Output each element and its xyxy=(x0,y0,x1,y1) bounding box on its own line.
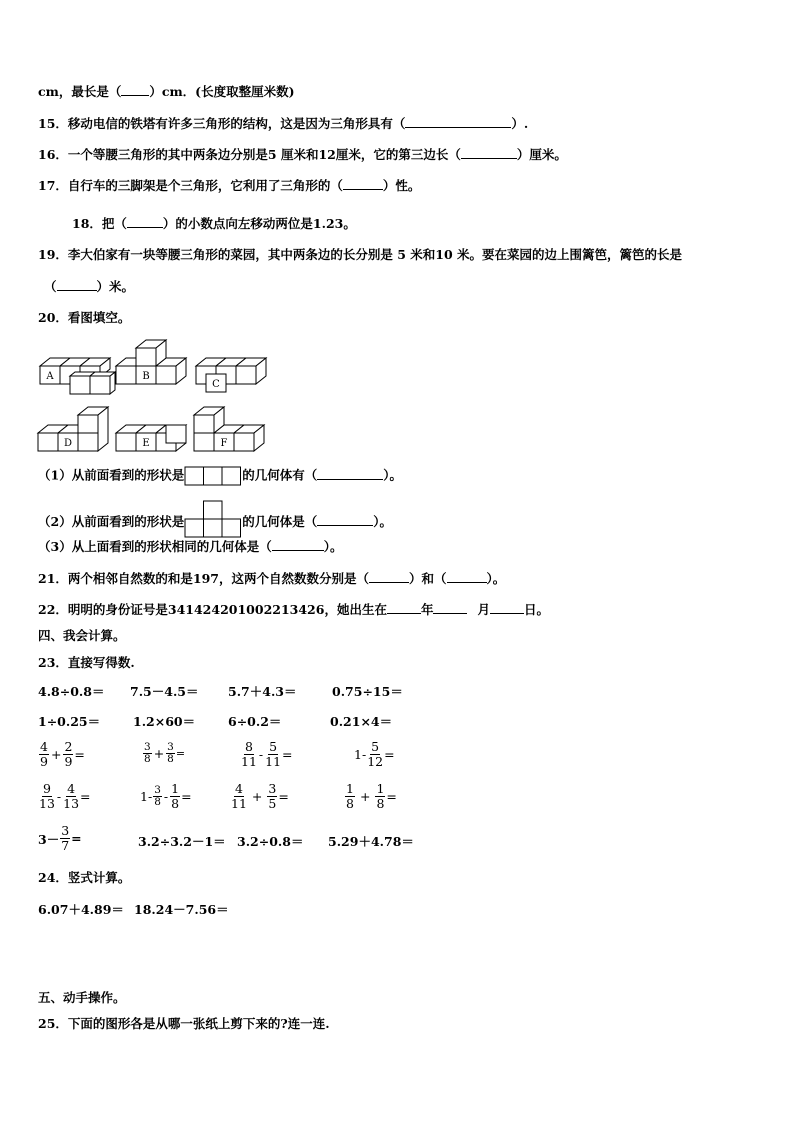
vertical-calc-item: 18.24－7.56＝ xyxy=(134,902,229,917)
figure-d xyxy=(38,407,108,451)
question-15: 15．移动电信的铁塔有许多三角形的结构，这是因为三角形具有（ ）. xyxy=(38,116,529,131)
question-18: 18．把（ ）的小数点向左移动两位是1.23。 xyxy=(72,216,356,231)
question-19-line2: （ ）米。 xyxy=(44,279,135,294)
answer-blank[interactable] xyxy=(387,601,421,614)
section-5-heading: 五、动手操作。 xyxy=(38,990,126,1005)
figure-label-f: F xyxy=(220,438,228,449)
question-24-title: 24．竖式计算。 xyxy=(38,870,131,885)
question-20-title: 20．看图填空。 xyxy=(38,310,131,325)
answer-blank[interactable] xyxy=(343,177,383,190)
fraction-item: 4 11 + $\frac{3}{5}$ = xyxy=(231,781,289,811)
fraction-item: 8 11 - $\frac{5}{11}$ = xyxy=(241,739,293,769)
calc-item: 0.75÷15＝ xyxy=(332,684,403,699)
figure-label-e: E xyxy=(142,438,150,449)
calc-item: 6÷0.2＝ xyxy=(228,714,282,729)
answer-blank[interactable] xyxy=(57,278,97,291)
calc-item: 1÷0.25＝ xyxy=(38,714,101,729)
figure-b xyxy=(116,340,186,384)
answer-blank[interactable] xyxy=(461,146,517,159)
section-4-heading: 四、我会计算。 xyxy=(38,628,126,643)
calc-item: 4.8÷0.8＝ xyxy=(38,684,105,699)
question-20-part1: （1）从前面看到的形状是 的几何体有（ ）。 xyxy=(38,466,402,486)
calc-item: 3.2÷3.2－1＝ xyxy=(138,834,226,849)
fraction-item: 4 9 + $\frac{2}{9}$ = xyxy=(40,739,85,769)
figure-c xyxy=(196,358,266,392)
vertical-calc-item: 6.07＋4.89＝ xyxy=(38,902,124,917)
question-22: 22．明明的身份证号是341424201002213426，她出生在 年 月 日。 xyxy=(38,602,549,617)
answer-blank[interactable] xyxy=(127,215,163,228)
question-20-part2: （2）从前面看到的形状是 的几何体是（ ）。 xyxy=(38,500,392,538)
question-19-line1: 19．李大伯家有一块等腰三角形的菜园，其中两条边的长分别是 5 米和10 米。要在菜园的边上围篱笆，篱笆的长是 xyxy=(38,247,683,262)
answer-blank[interactable] xyxy=(490,601,524,614)
question-21: 21．两个相邻自然数的和是197，这两个自然数数分别是（ ）和（ ）。 xyxy=(38,571,506,586)
front-view-three-squares xyxy=(184,466,242,486)
fraction-item: 1 8 + $\frac{1}{8}$ = xyxy=(346,781,397,811)
figure-e xyxy=(116,425,186,451)
answer-blank[interactable] xyxy=(317,513,373,526)
answer-blank[interactable] xyxy=(405,115,511,128)
answer-blank[interactable] xyxy=(317,467,383,480)
fraction-item: 3 8 + $\frac{3}{8}$ = xyxy=(144,741,186,765)
fraction-item: 9 13 - $\frac{4}{13}$ = xyxy=(39,781,91,811)
calc-item: 0.21×4＝ xyxy=(330,714,393,729)
question-17: 17．自行车的三脚架是个三角形，它利用了三角形的（ ）性。 xyxy=(38,178,421,193)
figure-label-a: A xyxy=(46,371,54,382)
fraction-item: 1- 3 8 - $\frac{1}{8}$ = xyxy=(140,781,192,811)
answer-blank[interactable] xyxy=(369,570,409,583)
figure-label-c: C xyxy=(212,379,220,390)
front-view-cross-shape xyxy=(184,500,242,538)
fraction-item: 1- $\frac{5}{12}$ = xyxy=(354,739,395,769)
figure-f xyxy=(194,407,264,451)
calc-item: 7.5－4.5＝ xyxy=(130,684,199,699)
fraction-item: 3－ $\frac{3}{7}$ = xyxy=(38,823,82,853)
figure-label-b: B xyxy=(142,371,150,382)
answer-blank[interactable] xyxy=(433,601,467,614)
calc-item: 5.29＋4.78＝ xyxy=(328,834,414,849)
calc-item: 3.2÷0.8＝ xyxy=(237,834,304,849)
calc-item: 1.2×60＝ xyxy=(133,714,196,729)
answer-blank[interactable] xyxy=(121,83,149,96)
answer-blank[interactable] xyxy=(447,570,487,583)
question-14-tail: cm，最长是（ ）cm．(长度取整厘米数) xyxy=(38,84,295,99)
cube-figures xyxy=(34,333,274,458)
question-23-title: 23．直接写得数. xyxy=(38,655,135,670)
answer-blank[interactable] xyxy=(272,538,324,551)
question-20-part3: （3）从上面看到的形状相同的几何体是（ ）。 xyxy=(38,539,343,554)
calc-item: 5.7＋4.3＝ xyxy=(228,684,297,699)
question-16: 16．一个等腰三角形的其中两条边分别是5 厘米和12厘米，它的第三边长（ ）厘米。 xyxy=(38,147,567,162)
figure-label-d: D xyxy=(63,438,73,449)
question-25: 25．下面的图形各是从哪一张纸上剪下来的?连一连. xyxy=(38,1016,330,1031)
